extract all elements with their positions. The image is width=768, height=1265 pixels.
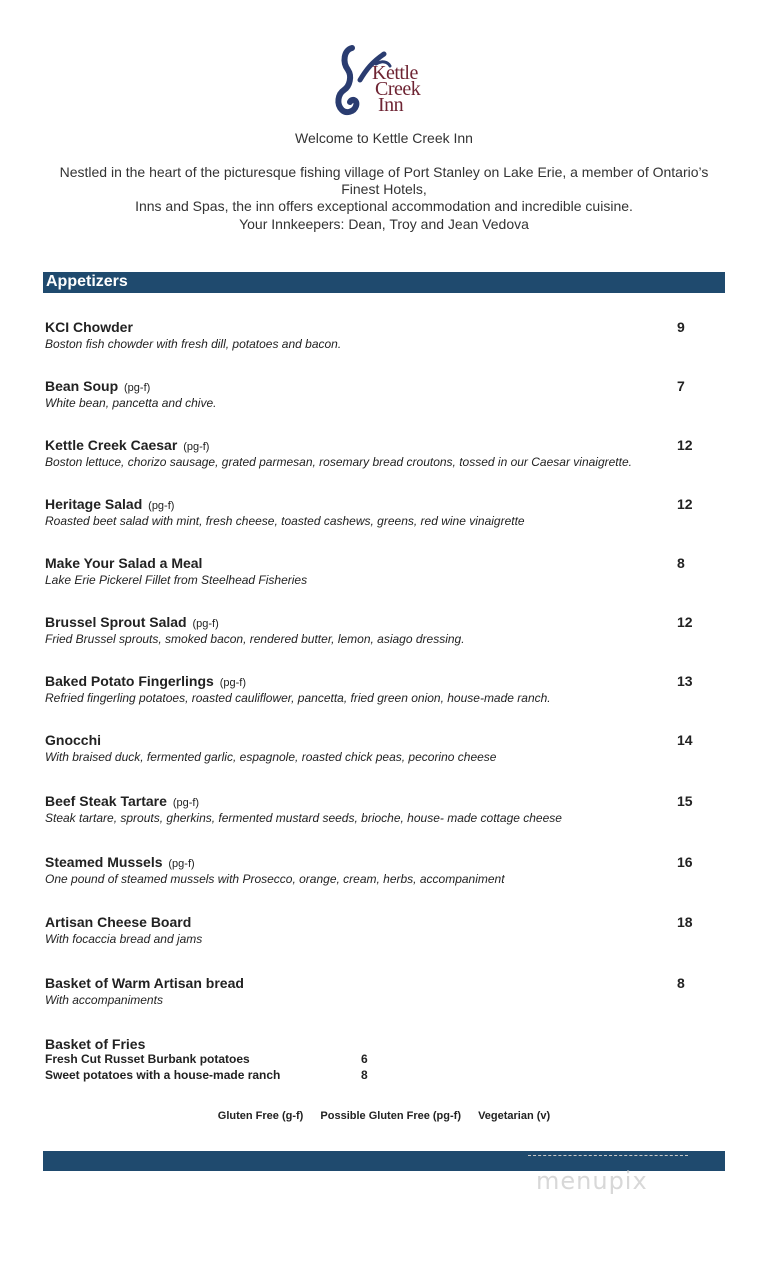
- innkeepers-text: Your Innkeepers: Dean, Troy and Jean Vedova: [239, 216, 529, 232]
- fries-block: [45, 1036, 445, 1084]
- fries-option-price: 6: [361, 1052, 368, 1066]
- menu-item: [45, 614, 705, 654]
- appetizers-header-bar: [43, 272, 725, 293]
- menu-item: [45, 673, 705, 713]
- intro-line-1: Nestled in the heart of the picturesque fishing village of Port Stanley on Lake Erie, a member of Ontario’s Finest Hotels,: [59, 164, 709, 197]
- item-tag: (pg-f): [168, 858, 195, 870]
- section-title: Appetizers: [46, 273, 128, 290]
- fries-option-label: Fresh Cut Russet Burbank potatoes: [45, 1052, 250, 1066]
- item-price: 12: [677, 614, 693, 630]
- fries-option: [45, 1052, 445, 1068]
- fries-option-price: 8: [361, 1068, 368, 1082]
- item-name-line: [45, 732, 103, 748]
- item-name: KCI Chowder: [45, 319, 133, 335]
- dietary-legend: [0, 1110, 768, 1122]
- item-tag: (pg-f): [124, 382, 151, 394]
- item-description: White bean, pancetta and chive.: [45, 396, 217, 410]
- item-name: Bean Soup: [45, 378, 119, 394]
- fries-option: [45, 1068, 445, 1084]
- item-name-line: [45, 673, 246, 689]
- item-name: Brussel Sprout Salad: [45, 614, 187, 630]
- item-price: 7: [677, 378, 685, 394]
- item-name-line: [45, 437, 209, 453]
- item-name: Heritage Salad: [45, 496, 143, 512]
- item-price: 9: [677, 319, 685, 335]
- watermark-divider: [528, 1155, 688, 1156]
- item-price: 12: [677, 437, 693, 453]
- item-name: Steamed Mussels: [45, 854, 163, 870]
- item-name-line: [45, 914, 193, 930]
- intro-paragraph: [50, 164, 718, 215]
- item-price: 18: [677, 914, 693, 930]
- watermark-text: menupix: [536, 1167, 648, 1195]
- item-tag: (pg-f): [183, 441, 210, 453]
- item-name-line: [45, 793, 199, 809]
- item-name: Basket of Warm Artisan bread: [45, 975, 244, 991]
- item-description: Refried fingerling potatoes, roasted cauliflower, pancetta, fried green onion, house-made ranch.: [45, 691, 551, 705]
- item-name: Kettle Creek Caesar: [45, 437, 178, 453]
- kettle-creek-inn-logo: [330, 40, 440, 120]
- item-name-line: [45, 496, 174, 512]
- menupix-watermark: [528, 1155, 688, 1197]
- logo-word-inn: Inn: [378, 94, 404, 116]
- item-price: 13: [677, 673, 693, 689]
- item-description: One pound of steamed mussels with Prosecco, orange, cream, herbs, accompaniment: [45, 872, 505, 886]
- item-price: 12: [677, 496, 693, 512]
- item-tag: (pg-f): [148, 500, 175, 512]
- item-name-line: [45, 854, 195, 870]
- menu-item: [45, 319, 705, 359]
- logo-word-creek: Creek: [375, 78, 421, 100]
- item-name: Make Your Salad a Meal: [45, 555, 203, 571]
- item-description: With focaccia bread and jams: [45, 932, 203, 946]
- item-tag: (pg-f): [172, 797, 200, 809]
- item-name-line: [45, 614, 219, 630]
- item-name: Baked Potato Fingerlings: [45, 673, 214, 689]
- item-name-line: [45, 378, 150, 394]
- item-description: Steak tartare, sprouts, gherkins, fermented mustard seeds, brioche, house- made cottage cheese: [45, 811, 562, 825]
- legend-vegetarian: Vegetarian (v): [478, 1110, 551, 1122]
- fries-title: Basket of Fries: [45, 1036, 146, 1052]
- menu-item: [45, 732, 705, 772]
- item-description: Fried Brussel sprouts, smoked bacon, rendered butter, lemon, asiago dressing.: [45, 632, 465, 646]
- logo-word-kettle: Kettle: [372, 62, 418, 84]
- menu-item: [45, 555, 705, 595]
- item-description: Roasted beet salad with mint, fresh cheese, toasted cashews, greens, red wine vinaigrette: [45, 514, 525, 528]
- fries-option-label: Sweet potatoes with a house-made ranch: [45, 1068, 281, 1082]
- legend-possible-gluten-free: Possible Gluten Free (pg-f): [320, 1110, 461, 1122]
- item-name-line: [45, 319, 135, 335]
- item-description: Boston lettuce, chorizo sausage, grated parmesan, rosemary bread croutons, tossed in our Caesar vinaigrette.: [45, 455, 632, 469]
- item-price: 14: [677, 732, 693, 748]
- menu-item: [45, 975, 705, 1015]
- item-price: 8: [677, 975, 685, 991]
- item-description: Boston fish chowder with fresh dill, potatoes and bacon.: [45, 337, 342, 351]
- item-name: Gnocchi: [45, 732, 102, 748]
- item-description: With accompaniments: [45, 993, 163, 1007]
- menu-item: [45, 437, 705, 477]
- menu-item: [45, 378, 705, 418]
- menu-item: [45, 496, 705, 536]
- item-name-line: [45, 975, 246, 991]
- item-price: 15: [677, 793, 693, 809]
- menu-item: [45, 793, 705, 833]
- item-name: Artisan Cheese Board: [45, 914, 192, 930]
- item-price: 8: [677, 555, 685, 571]
- menu-item: [45, 914, 705, 954]
- item-name: Beef Steak Tartare: [45, 793, 167, 809]
- menu-item: [45, 854, 705, 894]
- item-description: Lake Erie Pickerel Fillet from Steelhead Fisheries: [45, 573, 308, 587]
- intro-line-2: Inns and Spas, the inn offers exceptional accommodation and incredible cuisine.: [135, 198, 633, 214]
- item-tag: (pg-f): [192, 618, 219, 630]
- item-name-line: [45, 555, 204, 571]
- item-price: 16: [677, 854, 693, 870]
- welcome-text: Welcome to Kettle Creek Inn: [295, 130, 473, 146]
- item-description: With braised duck, fermented garlic, espagnole, roasted chick peas, pecorino cheese: [45, 750, 497, 764]
- item-tag: (pg-f): [219, 677, 246, 689]
- legend-gluten-free: Gluten Free (g-f): [217, 1110, 304, 1122]
